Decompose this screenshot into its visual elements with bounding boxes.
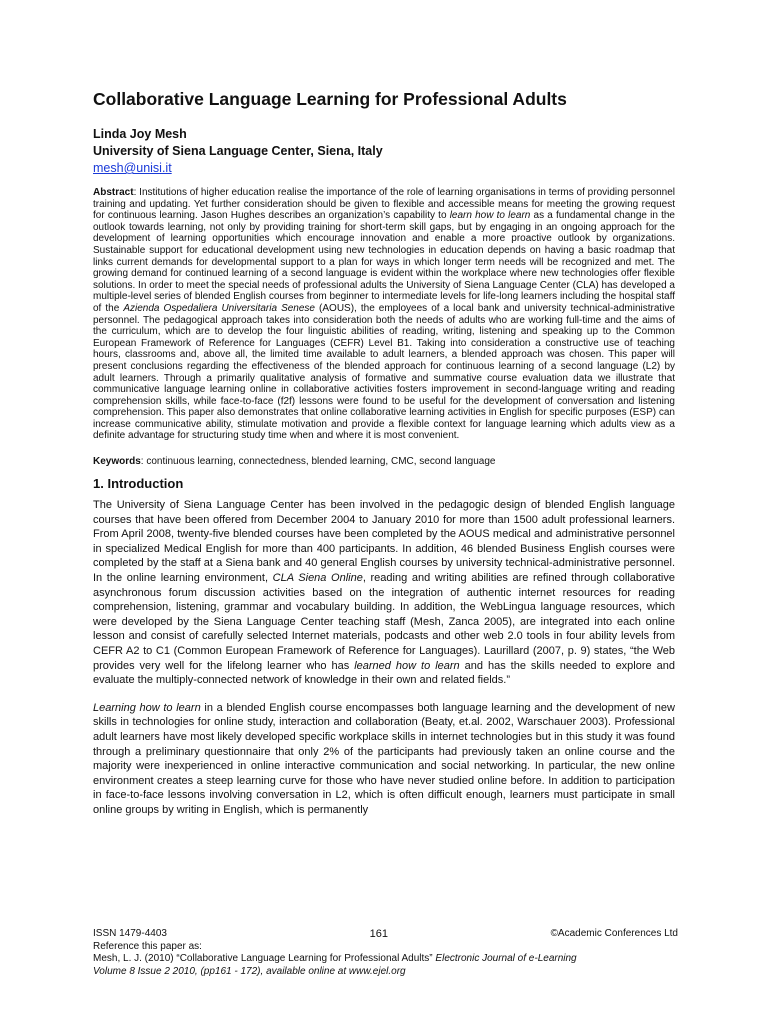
keywords-text: : continuous learning, connectedness, blended learning, CMC, second language [140, 456, 496, 468]
reference-label: Reference this paper as: [93, 940, 202, 952]
reference-journal: Electronic Journal of e-Learning [435, 953, 577, 964]
page-number: 161 [369, 928, 388, 940]
author-affiliation: University of Siena Language Center, Siena, Italy [93, 144, 383, 158]
page-footer [93, 928, 678, 978]
reference-volume [93, 966, 678, 979]
abstract-text-2: as a fundamental change in the outlook towards learning, not only by providing training for short-term skill gaps, but by engaging in an ongoing approach for the development of learning opportunities which encourage innovation and enable a more proactive outlook by organizations. Sustainable support for educational development using new technologies in education depends on having a basic roadmap that links current demands for developmental support to a plan for ways in which longer term needs will be recognized and met. The growing demand for continued learning of a second language is evident within the workplace where new technologies offer flexible solutions. In order to meet the special needs of professional adults the University of Siena Language Center (CLA) has developed a multiple-level series of blended English courses from beginner to intermediate levels for life-long learners including the hospital staff of the [93, 210, 675, 314]
abstract-label: Abstract [93, 187, 134, 198]
author-email-link[interactable]: mesh@unisi.it [93, 161, 172, 175]
intro-p2-text: in a blended English course encompasses both language learning and the development of new skills in technologies for online study, interaction and collaboration (Beaty, et.al. 2002, Warschauer 2003). Professional adult learners have most likely developed specific workplace skills in internet technologies but in this study it was found through a preliminary questionnaire that only 2% of the participants had previously taken an online course and the majority were inexperienced in online interactive communication and social networking. In particular, the new online environment creates a steep learning curve for those who have never studied online before. In addition to participation in face-to-face lessons involving conversation in L2, which is often difficult enough, learners must participate in small online groups by writing in English, which is permanently [93, 701, 675, 816]
section-heading-introduction: 1. Introduction [93, 476, 184, 492]
intro-p1-emphasis-1: CLA Siena Online [272, 572, 363, 585]
intro-p1-text-a: The University of Siena Language Center has been involved in the pedagogic design of blended English language courses that have been offered from December 2004 to January 2010 for more than 1500 adult professional learners. From April 2008, twenty-five blended courses have been completed by the AOUS medical and administrative personnel in specialized Medical English for more than 400 participants. In addition, 46 blended Business English courses were completed by the staff at a Siena bank and 40 general English courses by university technical-administrative personnel. In the online learning environment, [93, 499, 675, 585]
abstract-emphasis-2: Azienda Ospedaliera Universitaria Senese [123, 302, 315, 314]
keywords-label: Keywords [93, 456, 141, 468]
paper-content [93, 88, 675, 831]
reference-citation [93, 953, 678, 966]
keywords-line [93, 456, 675, 468]
intro-paragraph-2 [93, 701, 675, 818]
footer-row [93, 928, 678, 941]
copyright-text: ©Academic Conferences Ltd [550, 928, 678, 939]
paper-title: Collaborative Language Learning for Professional Adults [93, 89, 567, 109]
abstract-text-1: : Institutions of higher education realise the importance of the role of learning organisations in terms of providing personnel training and updating. Yet further consideration should be given to flexible and accessible means for meeting the growing request for continuous learning. Jason Hughes describes an organization’s capability to [93, 187, 675, 222]
author-name: Linda Joy Mesh [93, 127, 187, 141]
reference-volume-text: Volume 8 Issue 2 2010, (pp161 - 172), available online at www.ejel.org [93, 965, 406, 977]
intro-p1-text-c: and has the skills needed to explore and evaluate the multiply-connected network of knowledge in their own and related fields.” [93, 659, 675, 687]
abstract-text-3: (AOUS), the employees of a local bank and university technical-administrative personnel. The pedagogical approach takes into consideration both the needs of adults who are working full-time and the aims of the curriculum, which are to develop the four linguistic abilities of reading, writing, listening and speaking up to the Common European Framework of Reference for Languages (CEFR) Level B1. Taking into consideration a constructive use of teaching hours, classrooms and, above all, the limited time available to adult learners, a blended approach was chosen. This paper will present conclusions regarding the effectiveness of the blended approach for continuous learning of a second language (L2) by adult learners. Through a primarily qualitative analysis of formative and summative course evaluation data we illustrate that communicative language learning online in collaborative activities fosters improvement in second-language writing and reading comprehension skills, while face-to-face (f2f) lessons were found to be useful for the development of conversation and listening comprehension. This paper also demonstrates that online collaborative learning activities in English for specific purposes (ESP) can increase communicative ability, stimulate motivation and provide a flexible context for language learning which adults view as a definite advantage for structuring study time when and where it is most convenient. [93, 302, 675, 442]
abstract-emphasis-1: learn how to learn [449, 210, 531, 222]
intro-p1-emphasis-2: learned how to learn [354, 659, 460, 672]
issn-text: ISSN 1479-4403 [93, 928, 167, 939]
abstract-paragraph [93, 187, 675, 442]
intro-p1-text-b: , reading and writing abilities are refined through collaborative asynchronous forum discussion activities based on the integration of authentic internet resources for reading comprehension, listening, grammar and vocabulary building. In addition, the WebLingua language resources, which were developed by the Siena Language Center teaching staff (Mesh, Zanca 2005), are integrated into each online lesson and consist of carefully selected Internet materials, podcasts and other web 2.0 tools in four ability levels from CEFR A2 to C1 (Common European Framework of Reference for Languages). Laurillard (2007, p. 9) states, “the Web provides very well for the lifelong learner who has [93, 572, 675, 672]
intro-p2-emphasis: Learning how to learn [93, 701, 201, 714]
intro-paragraph-1 [93, 498, 675, 688]
reference-text: Mesh, L. J. (2010) “Collaborative Language Learning for Professional Adults” [93, 953, 436, 964]
